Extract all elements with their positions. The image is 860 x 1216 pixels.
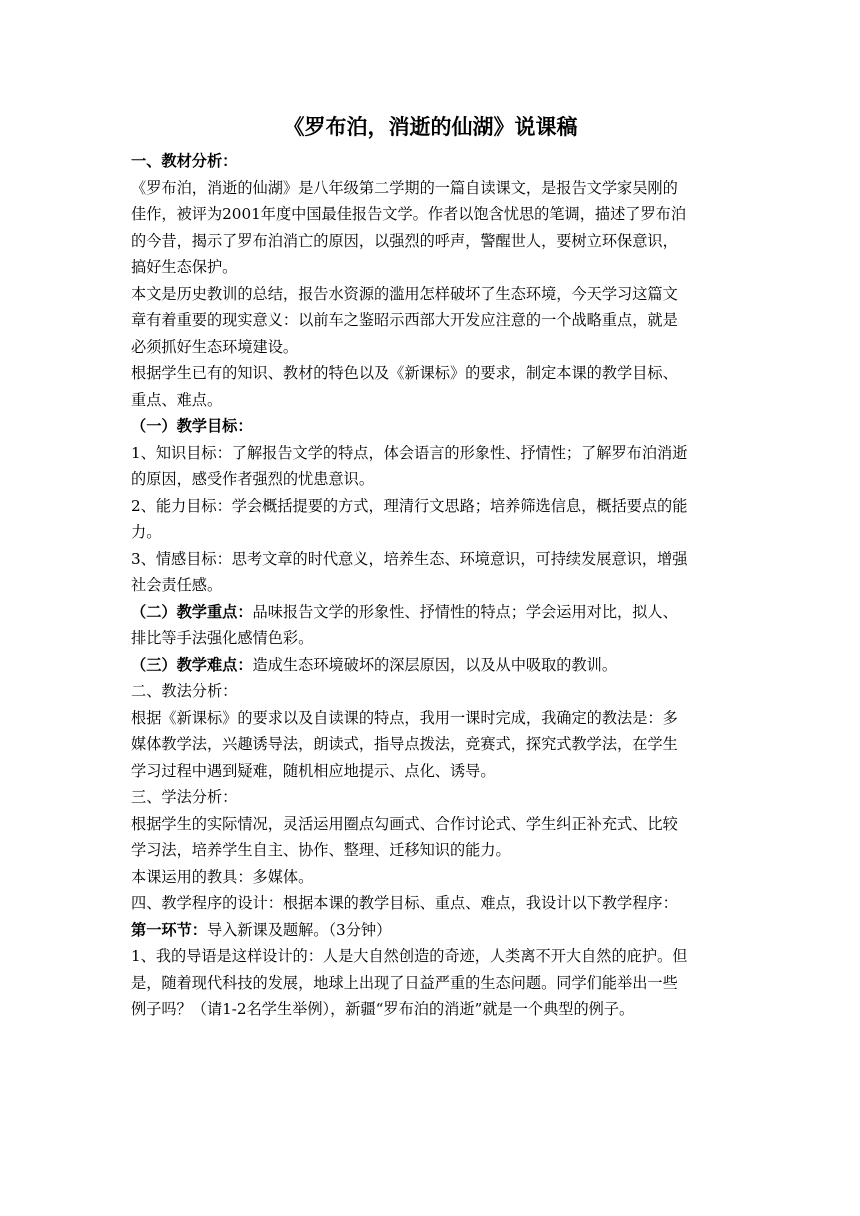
line-text: 本课运用的教具：多媒体。 — [131, 867, 314, 886]
text-line — [131, 625, 730, 652]
text-line — [131, 493, 730, 520]
bold-heading: 第一环节： — [131, 920, 207, 939]
line-text: 根据《新课标》的要求以及自读课的特点，我用一课时完成，我确定的教法是：多 — [131, 708, 678, 727]
text-line — [131, 599, 730, 626]
line-text: 必须抓好生态环境建设。 — [131, 337, 299, 356]
line-text: 根据学生的实际情况，灵活运用圈点勾画式、合作讨论式、学生纠正补充式、比较 — [131, 814, 678, 833]
line-text: 本文是历史教训的总结，报告水资源的滥用怎样破坏了生态环境，今天学习这篇文 — [131, 284, 678, 303]
line-text: 章有着重要的现实意义：以前车之鉴昭示西部大开发应注意的一个战略重点，就是 — [131, 311, 678, 329]
text-line — [131, 281, 730, 308]
bold-heading: （一）教学目标： — [131, 417, 253, 435]
text-line — [131, 705, 730, 732]
line-text: 重点、难点。 — [131, 390, 223, 409]
line-text: 排比等手法强化感情色彩。 — [131, 629, 314, 647]
text-line — [131, 811, 730, 838]
text-line — [131, 572, 730, 599]
text-line — [131, 334, 730, 361]
line-text: 搞好生态保护。 — [131, 258, 238, 276]
text-line — [131, 943, 730, 970]
line-text: 社会责任感。 — [131, 576, 223, 594]
line-text: 力。 — [131, 523, 162, 541]
text-line — [131, 228, 730, 255]
line-text: 《罗布泊，消逝的仙湖》是八年级第二学期的一篇自读课文，是报告文学家吴刚的 — [131, 178, 678, 197]
line-text: 的今昔，揭示了罗布泊消亡的原因，以强烈的呼声，警醒世人，要树立环保意识， — [131, 231, 678, 250]
text-line — [131, 201, 730, 228]
line-text: 1、我的导语是这样设计的：人是大自然创造的奇迹，人类离不开大自然的庇护。但 — [131, 947, 688, 965]
line-text: 是，随着现代科技的发展，地球上出现了日益严重的生态问题。同学们能举出一些 — [131, 973, 678, 992]
bold-heading: 一、教材分析： — [131, 152, 238, 170]
text-line — [131, 148, 730, 175]
text-line — [131, 784, 730, 811]
line-text: 的原因，感受作者强烈的忧患意识。 — [131, 470, 374, 488]
line-text: 学习法，培养学生自主、协作、整理、迁移知识的能力。 — [131, 841, 511, 859]
line-text: 学习过程中遇到疑难，随机相应地提示、点化、诱导。 — [131, 761, 496, 780]
text-line — [131, 466, 730, 493]
text-line — [131, 307, 730, 334]
line-text: 品味报告文学的形象性、抒情性的特点；学会运用对比，拟人、 — [252, 602, 678, 621]
document-title: 《罗布泊，消逝的仙湖》说课稿 — [283, 115, 578, 139]
line-text: 导入新课及题解。（3分钟） — [206, 920, 392, 939]
text-line — [131, 996, 730, 1023]
bold-heading: （二）教学重点： — [131, 602, 253, 621]
text-line — [131, 917, 730, 944]
text-line — [131, 890, 730, 917]
text-line — [131, 970, 730, 997]
bold-heading: （三）教学难点： — [131, 655, 253, 674]
line-text: 佳作，被评为2001年度中国最佳报告文学。作者以饱含忧思的笔调，描述了罗布泊 — [131, 205, 687, 223]
text-line — [131, 254, 730, 281]
text-line — [131, 387, 730, 414]
line-text: 1、知识目标：了解报告文学的特点，体会语言的形象性、抒情性；了解罗布泊消逝 — [131, 443, 688, 462]
line-text: 媒体教学法，兴趣诱导法，朗读式，指导点拨法，竞赛式，探究式教学法，在学生 — [131, 735, 678, 753]
text-line — [131, 519, 730, 546]
text-line — [131, 175, 730, 202]
text-line — [131, 652, 730, 679]
line-text: 二、教法分析： — [131, 682, 238, 700]
line-text: 3、情感目标：思考文章的时代意义，培养生态、环境意识，可持续发展意识，增强 — [131, 549, 688, 568]
line-text: 根据学生已有的知识、教材的特色以及《新课标》的要求，制定本课的教学目标、 — [131, 364, 678, 382]
text-line — [131, 731, 730, 758]
text-line — [131, 546, 730, 573]
line-text: 四、教学程序的设计：根据本课的教学目标、重点、难点，我设计以下教学程序： — [131, 894, 678, 912]
text-line — [131, 440, 730, 467]
line-text: 造成生态环境破坏的深层原因，以及从中吸取的教训。 — [252, 655, 617, 674]
document-body — [131, 148, 730, 1023]
line-text: 2、能力目标：学会概括提要的方式，理清行文思路；培养筛选信息，概括要点的能 — [131, 496, 688, 515]
text-line — [131, 678, 730, 705]
text-line — [131, 360, 730, 387]
text-line — [131, 413, 730, 440]
text-line — [131, 837, 730, 864]
text-line — [131, 758, 730, 785]
text-line — [131, 864, 730, 891]
line-text: 三、学法分析： — [131, 788, 238, 806]
line-text: 例子吗？（请1-2名学生举例），新疆“罗布泊的消逝”就是一个典型的例子。 — [131, 1000, 635, 1018]
